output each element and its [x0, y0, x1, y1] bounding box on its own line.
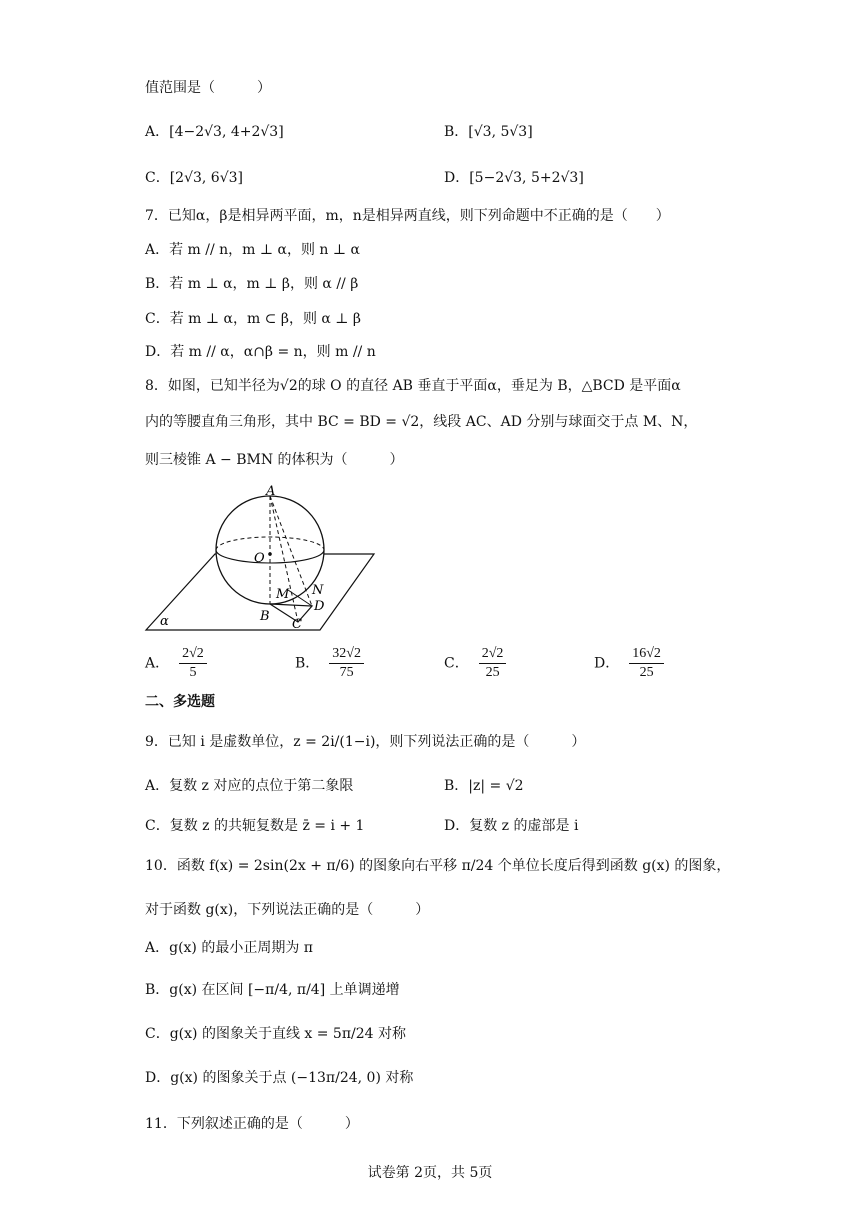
fig-label-o: O	[254, 551, 265, 566]
q8-option-a: A． $\frac{2√2}{5}$	[145, 645, 207, 682]
q9-option-c: C．复数 z 的共轭复数是 z̄ = i + 1	[145, 818, 365, 834]
fig-label-alpha: α	[160, 614, 169, 629]
q8-option-d: D． $\frac{16√2}{25}$	[594, 645, 664, 682]
page-footer: 试卷第 2页，共 5页	[367, 1165, 493, 1181]
q9-option-d: D．复数 z 的虚部是 i	[444, 818, 579, 834]
q8-option-c: C． $\frac{2√2}{25}$	[444, 645, 506, 682]
q7-option-c: C．若 m ⊥ α，m ⊂ β，则 α ⊥ β	[145, 311, 362, 327]
fig-label-n: N	[312, 583, 324, 598]
q10-stem-line2: 对于函数 g(x)，下列说法正确的是（ ）	[145, 902, 430, 918]
q7-option-d: D．若 m // α，α∩β = n，则 m // n	[145, 344, 376, 360]
q10-option-d: D．g(x) 的图象关于点 (−13π/24, 0) 对称	[145, 1070, 414, 1086]
fig-label-a: A	[266, 484, 276, 499]
q7-stem: 7．已知α，β是相异两平面，m，n是相异两直线，则下列命题中不正确的是（ ）	[145, 208, 670, 224]
q10-option-b: B．g(x) 在区间 [−π/4, π/4] 上单调递增	[145, 982, 400, 998]
fig-label-d: D	[314, 599, 325, 614]
q6-option-c: C．[2√3, 6√3]	[145, 170, 244, 186]
fig-label-m: M	[276, 587, 290, 602]
fig-label-c: C	[292, 617, 302, 632]
fig-label-b: B	[260, 609, 270, 624]
q10-option-c: C．g(x) 的图象关于直线 x = 5π/24 对称	[145, 1026, 407, 1042]
q7-option-a: A．若 m // n，m ⊥ α，则 n ⊥ α	[145, 242, 360, 258]
q9-option-a: A．复数 z 对应的点位于第二象限	[145, 778, 354, 794]
q8-stem-line1: 8．如图，已知半径为√2的球 O 的直径 AB 垂直于平面α，垂足为 B，△BCD 是平面α	[145, 378, 681, 394]
q8-stem-line2: 内的等腰直角三角形，其中 BC = BD = √2，线段 AC、AD 分别与球面交于点 M、N，	[145, 414, 698, 430]
q10-stem-line1: 10．函数 f(x) = 2sin(2x + π/6) 的图象向右平移 π/24 个单位长度后得到函数 g(x) 的图象，	[145, 858, 731, 874]
q10-option-a: A．g(x) 的最小正周期为 π	[145, 940, 313, 956]
q8-stem-line3: 则三棱锥 A − BMN 的体积为（ ）	[145, 452, 404, 468]
section-heading-multiple-choice: 二、多选题	[145, 694, 215, 710]
q8-option-b: B． $\frac{32√2}{75}$	[295, 645, 364, 682]
q6-option-d: D．[5−2√3, 5+2√3]	[444, 170, 584, 186]
q9-stem: 9．已知 i 是虚数单位，z = 2i/(1−i)，则下列说法正确的是（ ）	[145, 734, 586, 750]
q9-option-b: B．|z| = √2	[444, 778, 524, 794]
q6-tail: 值范围是（ ）	[145, 80, 271, 96]
q7-option-b: B．若 m ⊥ α，m ⊥ β，则 α // β	[145, 276, 359, 292]
q6-option-b: B．[√3, 5√3]	[444, 124, 533, 140]
sphere-plane-figure	[140, 482, 380, 632]
q11-stem: 11．下列叙述正确的是（ ）	[145, 1116, 359, 1132]
q6-option-a: A．[4−2√3, 4+2√3]	[145, 124, 284, 140]
